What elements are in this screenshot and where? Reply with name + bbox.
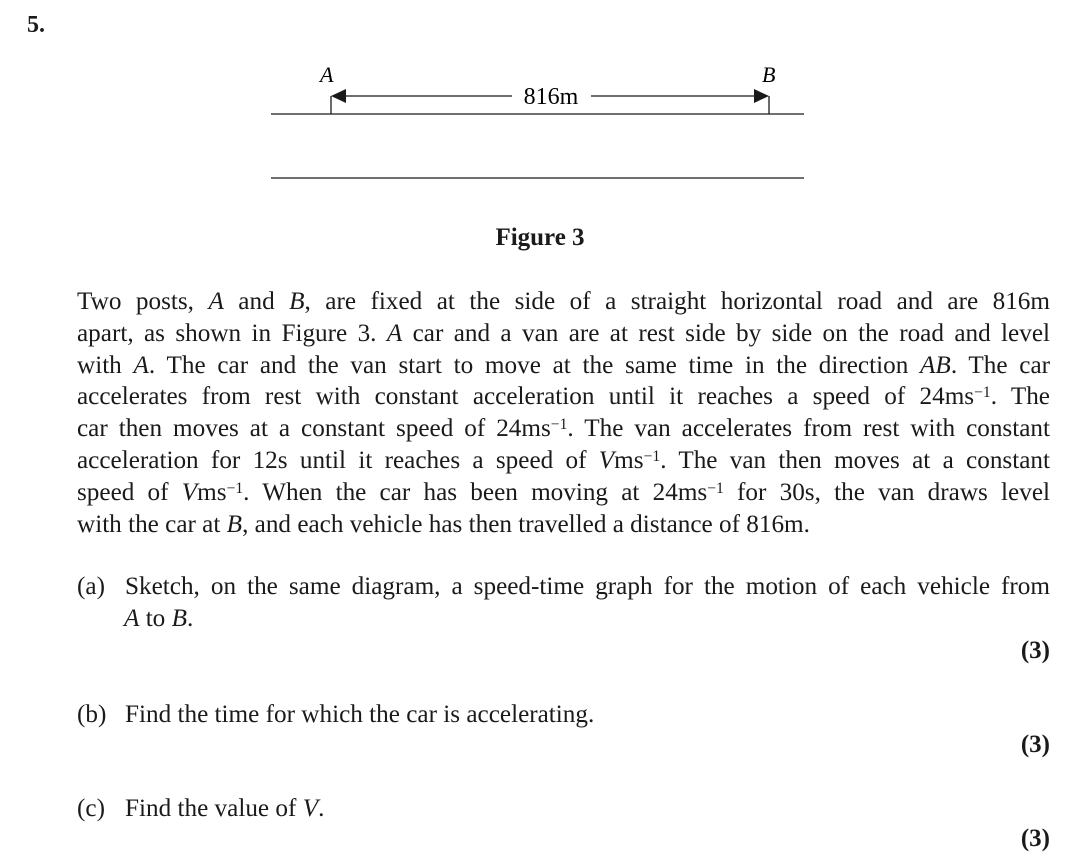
part-c-text: Find the value of V. — [125, 795, 325, 822]
text-line: car then moves at a constant speed of $24ms^{-1}$. The van accelerates from rest with constant — [77, 415, 1051, 443]
text-line: acceleration for 12s until it reaches a speed of Vms$^{-1}$. The van then moves at a constant — [77, 446, 1050, 474]
arrow-left-icon — [331, 89, 346, 103]
part-b-text: Find the time for which the car is accelerating. — [125, 701, 595, 728]
text-line: with the car at B, and each vehicle has then travelled a distance of 816m. — [77, 510, 810, 538]
part-c-marks: (3) — [1020, 825, 1050, 852]
text-line: apart, as shown in Figure 3. A car and a van are at rest side by side on the road and level — [77, 319, 1050, 347]
part-a-marks: (3) — [1020, 637, 1050, 664]
part-a — [77, 571, 1050, 635]
part-a-text: Sketch, on the same diagram, a speed-time graph for the motion of each vehicle from — [125, 573, 1050, 600]
text-line: Two posts, A and B, are fixed at the side of a straight horizontal road and are 816m — [77, 288, 1050, 315]
part-a-label: (a) — [77, 573, 105, 600]
part-b — [77, 699, 1050, 731]
arrow-right-icon — [754, 89, 769, 103]
part-c-label: (c) — [77, 795, 105, 822]
part-b-marks: (3) — [1020, 731, 1050, 758]
distance-label: 816m — [523, 84, 579, 110]
part-a-text-2: A to B. — [124, 605, 194, 632]
post-a-label: A — [320, 62, 334, 87]
question-number: 5. — [27, 12, 45, 38]
post-b-label: B — [762, 62, 776, 87]
text-line: with A. The car and the van start to move at the same time in the direction AB. The car — [77, 351, 1051, 379]
part-b-label: (b) — [77, 701, 107, 728]
text-line: accelerates from rest with constant acceleration until it reaches a speed of $24ms^{-1}$. The — [77, 383, 1050, 411]
figure-road-diagram — [0, 0, 1080, 200]
question-text — [77, 286, 1050, 540]
figure-caption: Figure 3 — [495, 224, 585, 251]
part-c — [77, 793, 1050, 825]
text-line: speed of Vms$^{-1}$. When the car has been moving at $24ms^{-1}$ for 30s, the van draws level — [77, 478, 1050, 506]
